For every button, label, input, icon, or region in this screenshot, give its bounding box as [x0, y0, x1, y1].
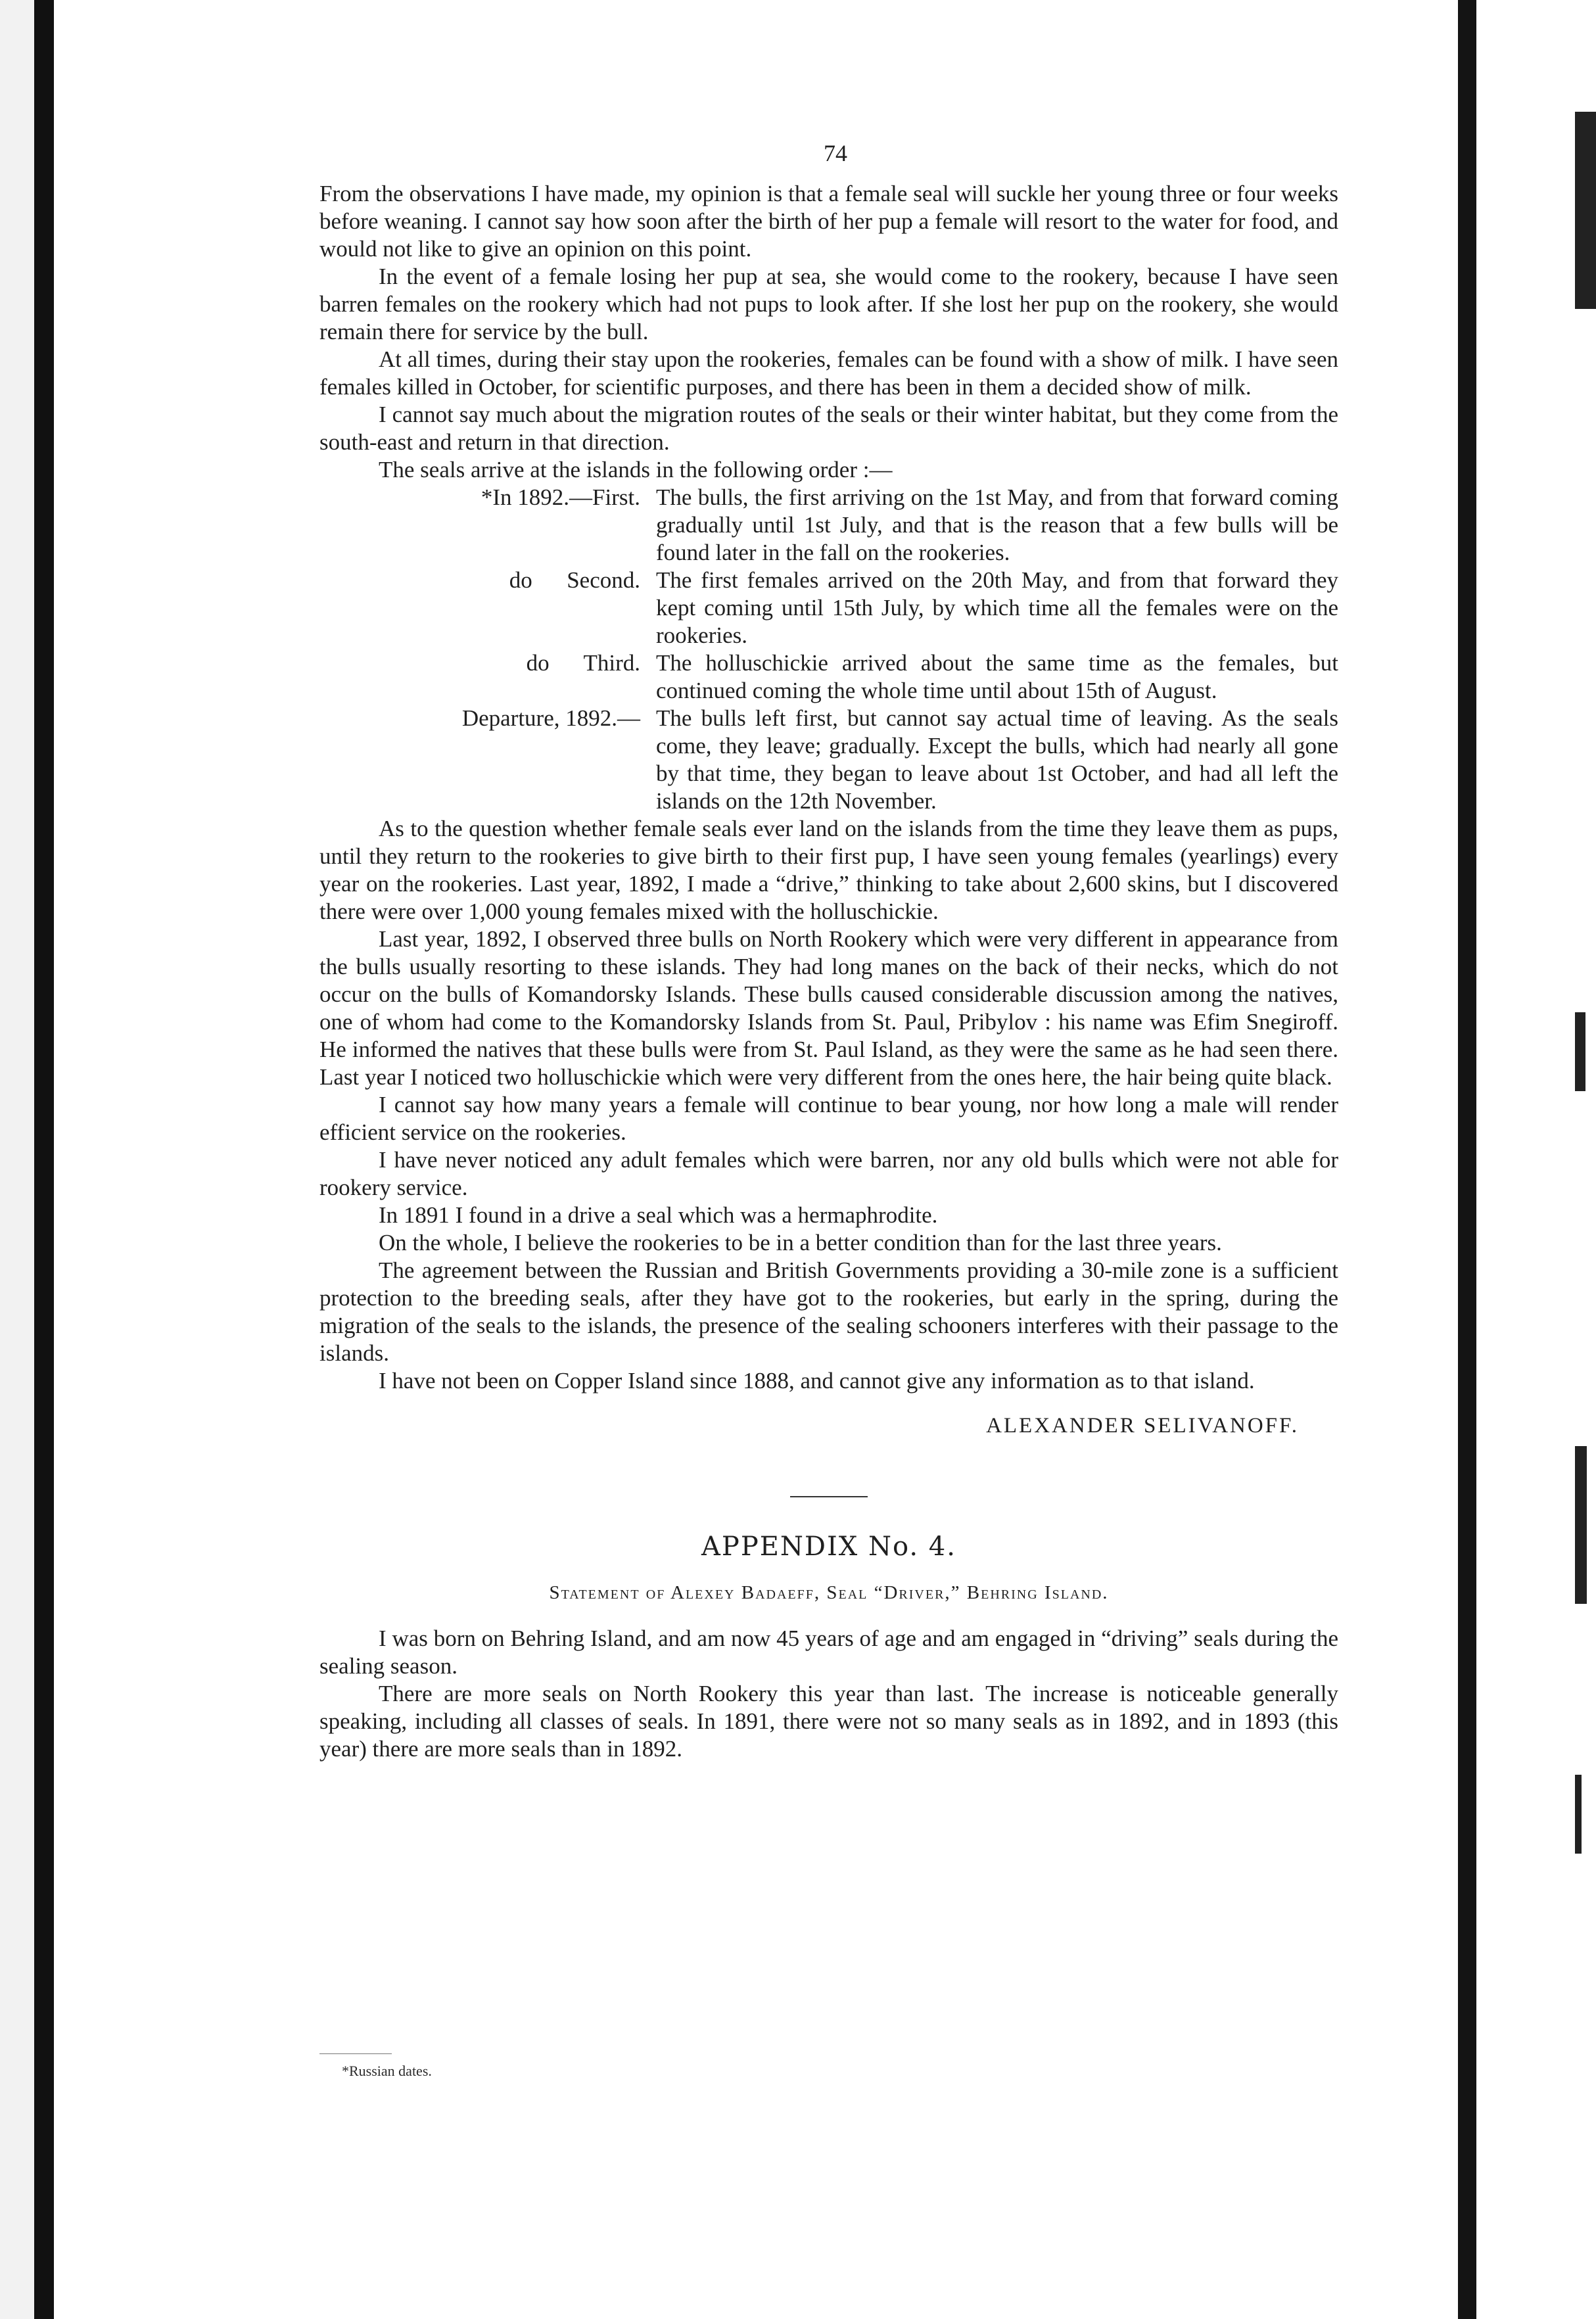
scan-bleed-mark	[1575, 1446, 1587, 1604]
paragraph: On the whole, I believe the rookeries to be in a better condition than for the last three years.	[379, 1230, 1222, 1255]
paragraph: In 1891 I found in a drive a seal which was a hermaphrodite.	[379, 1202, 938, 1228]
scan-margin-strip	[0, 0, 34, 2319]
order-item-text: The bulls left first, but cannot say actual time of leaving. As the seals come, they leave; gradually. Except the bulls, which had nearly all gone by that time, they began to leave about 1st October, and had all left the islands on the 12th November.	[656, 705, 1338, 814]
paragraph: There are more seals on North Rookery this year than last. The increase is noticeable generally speaking, including all classes of seals. In 1891, there were not so many seals as in 1892, and in 1893 (this year) there are more seals than in 1892.	[319, 1681, 1338, 1762]
paragraph: From the observations I have made, my opinion is that a female seal will suckle her young three or four weeks before weaning. I cannot say how soon after the birth of her pup a female will resort to the water for food, and would not like to give an opinion on this point.	[319, 181, 1338, 262]
paragraph: I was born on Behring Island, and am now 45 years of age and am engaged in “driving” seals during the sealing season.	[319, 1626, 1338, 1679]
order-item-text: The first females arrived on the 20th May, and from that forward they kept coming until 15th July, by which time all the females were on the rookeries.	[656, 567, 1338, 648]
section-divider	[790, 1496, 868, 1497]
scan-bleed-mark	[1575, 1012, 1585, 1091]
paragraph: The agreement between the Russian and British Governments providing a 30-mile zone is a sufficient protection to the breeding seals, after they have got to the rookeries, but early in the spring, during the migration of the seals to the islands, the presence of the sealing schooners interferes with their passage to the islands.	[319, 1257, 1338, 1366]
order-item-label: do Third.	[526, 650, 640, 676]
scan-adjacent-page	[1476, 0, 1596, 2319]
scan-bleed-mark	[1575, 1775, 1582, 1854]
order-item	[319, 484, 1338, 567]
paragraph: At all times, during their stay upon the rookeries, females can be found with a show of milk. I have seen females killed in October, for scientific purposes, and there has been in them a decided show of milk.	[319, 346, 1338, 400]
footnote-rule	[319, 2053, 392, 2054]
page-text	[319, 139, 1338, 1763]
footnote: *Russian dates.	[342, 2063, 432, 2079]
order-item	[319, 705, 1338, 815]
order-item-label: *In 1892.—First.	[481, 484, 640, 510]
paragraph: Last year, 1892, I observed three bulls on North Rookery which were very different in appearance from the bulls usually resorting to these islands. They had long manes on the back of their necks, which do not occur on the bulls of Komandorsky Islands. These bulls caused considerable discussion among the natives, one of whom had come to the Komandorsky Islands from St. Paul, Pribylov : his name was Efim Snegiroff. He informed the natives that these bulls were from St. Paul Island, as they were the same as he had seen there. Last year I noticed two holluschickie which were very different from the ones here, the hair being quite black.	[319, 926, 1338, 1090]
order-item-text: The bulls, the first arriving on the 1st May, and from that forward coming gradually until 1st July, and that is the reason that a few bulls will be found later in the fall on the rookeries.	[656, 484, 1338, 565]
statement-heading: Statement of Alexey Badaeff, Seal “Driver,” Behring Island.	[549, 1582, 1109, 1603]
paragraph: I have never noticed any adult females which were barren, nor any old bulls which were not able for rookery service.	[319, 1147, 1338, 1200]
page-number: 74	[824, 140, 847, 166]
scan-bleed-mark	[1575, 112, 1596, 309]
order-intro: The seals arrive at the islands in the following order :—	[379, 457, 893, 482]
order-item-label: do Second.	[509, 567, 640, 593]
order-item	[319, 649, 1338, 705]
order-item	[319, 567, 1338, 649]
paragraph: As to the question whether female seals ever land on the islands from the time they leave them as pups, until they return to the rookeries to give birth to their first pup, I have seen young females (yearlings) every year on the rookeries. Last year, 1892, I made a “drive,” thinking to take about 2,600 skins, but I discovered there were over 1,000 young females mixed with the holluschickie.	[319, 816, 1338, 924]
paragraph: I cannot say how many years a female will continue to bear young, nor how long a male will render efficient service on the rookeries.	[319, 1092, 1338, 1145]
paragraph: I have not been on Copper Island since 1888, and cannot give any information as to that island.	[379, 1368, 1255, 1394]
signature: ALEXANDER SELIVANOFF.	[986, 1414, 1299, 1438]
appendix-title: APPENDIX No. 4.	[701, 1532, 956, 1562]
scan-border-right	[1458, 0, 1476, 2319]
paragraph: I cannot say much about the migration routes of the seals or their winter habitat, but they come from the south-east and return in that direction.	[319, 402, 1338, 455]
order-item-label: Departure, 1892.—	[461, 705, 640, 731]
paragraph: In the event of a female losing her pup at sea, she would come to the rookery, because I have seen barren females on the rookery which had not pups to look after. If she lost her pup on the rookery, she would remain there for service by the bull.	[319, 264, 1338, 344]
order-item-text: The holluschickie arrived about the same time as the females, but continued coming the whole time until about 15th of August.	[656, 650, 1338, 703]
